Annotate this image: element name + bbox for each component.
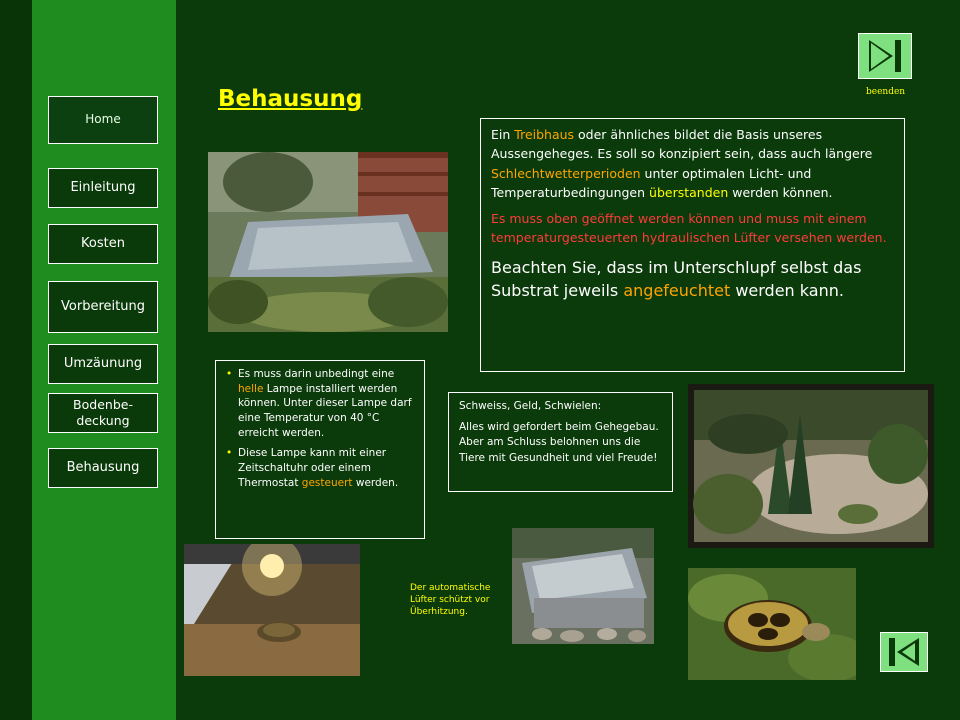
info-paragraph-1: [491, 125, 894, 203]
ventilator-photo: [512, 528, 654, 644]
info-text: werden können.: [728, 185, 833, 201]
nav-bodenbedeckung-label: Bodenbe- deckung: [73, 397, 133, 428]
info-paragraph-2: Es muss oben geöffnet werden können und muss mit einem temperaturgesteuerten hydraulischen Lüfter versehen werden.: [491, 210, 887, 245]
info-box: [480, 118, 905, 372]
beenden-label: beenden: [866, 87, 906, 97]
ventilator-caption: Der automatische Lüfter schützt vor Überhitzung.: [410, 583, 491, 618]
info-highlight-angefeuchtet: angefeuchtet: [623, 280, 731, 300]
lamp-text: werden.: [352, 476, 399, 489]
page-title: Behausung: [218, 86, 363, 112]
nav-home-button[interactable]: [48, 96, 158, 144]
nav-behausung-label: Behausung: [66, 459, 140, 475]
nav-kosten-label: Kosten: [81, 235, 125, 251]
lamp-list-item: [236, 367, 416, 440]
work-text: Alles wird gefordert beim Gehegebau. Aber am Schluss belohnen uns die Tiere mit Gesundheit und viel Freude!: [459, 421, 659, 464]
info-highlight-treibhaus: Treibhaus: [514, 127, 575, 142]
info-text: oder ähnliches bildet die Basis unseres Aussengeheges. Es soll so konzipiert sein, dass auch längere: [491, 127, 873, 162]
skip-to-start-icon: [881, 633, 927, 671]
garden-photo: [688, 384, 934, 548]
info-text: Ein: [491, 127, 515, 142]
info-highlight-ueberstanden: überstanden: [649, 185, 729, 201]
info-highlight-schlechtwetter: Schlechtwetterperioden: [491, 165, 641, 181]
lamp-text: Lampe installiert werden können. Unter dieser Lampe darf eine Temperatur von 40 °C erreicht werden.: [238, 382, 412, 439]
info-paragraph-3: [491, 257, 894, 302]
nav-kosten-button[interactable]: [48, 224, 158, 264]
nav-vorbereitung-label: Vorbereitung: [61, 298, 145, 314]
lamp-tortoise-photo: [184, 544, 360, 676]
play-end-icon: [859, 34, 911, 78]
beenden-button[interactable]: [858, 33, 912, 79]
info-text: werden kann.: [730, 280, 844, 300]
nav-bodenbedeckung-button[interactable]: [48, 393, 158, 433]
nav-einleitung-button[interactable]: [48, 168, 158, 208]
nav-vorbereitung-button[interactable]: [48, 281, 158, 333]
left-edge-strip: [0, 0, 32, 720]
nav-home-label: Home: [85, 112, 121, 127]
lamp-text: Diese Lampe kann mit einer Zeitschaltuhr oder einem Thermostat: [238, 447, 387, 489]
lamp-highlight-helle: helle: [238, 382, 264, 395]
lamp-highlight-gesteuert: gesteuert: [301, 476, 353, 489]
work-heading: Schweiss, Geld, Schwielen:: [459, 400, 602, 412]
lamp-info-box: [215, 360, 425, 539]
back-to-start-button[interactable]: [880, 632, 928, 672]
lamp-text: Es muss darin unbedingt eine: [238, 368, 395, 380]
nav-behausung-button[interactable]: [48, 448, 158, 488]
nav-umzaeunung-button[interactable]: [48, 344, 158, 384]
greenhouse-photo: [208, 152, 448, 332]
nav-umzaeunung-label: Umzäunung: [63, 355, 143, 371]
info-text: Beachten Sie, dass im Unterschlupf selbst das Substrat jeweils: [491, 258, 862, 300]
tortoise-photo: [688, 568, 856, 680]
info-text: unter optimalen Licht- und Temperaturbedingungen: [491, 165, 812, 201]
lamp-list-item: [236, 446, 416, 490]
nav-einleitung-label: Einleitung: [70, 179, 136, 195]
work-info-box: [448, 392, 673, 492]
